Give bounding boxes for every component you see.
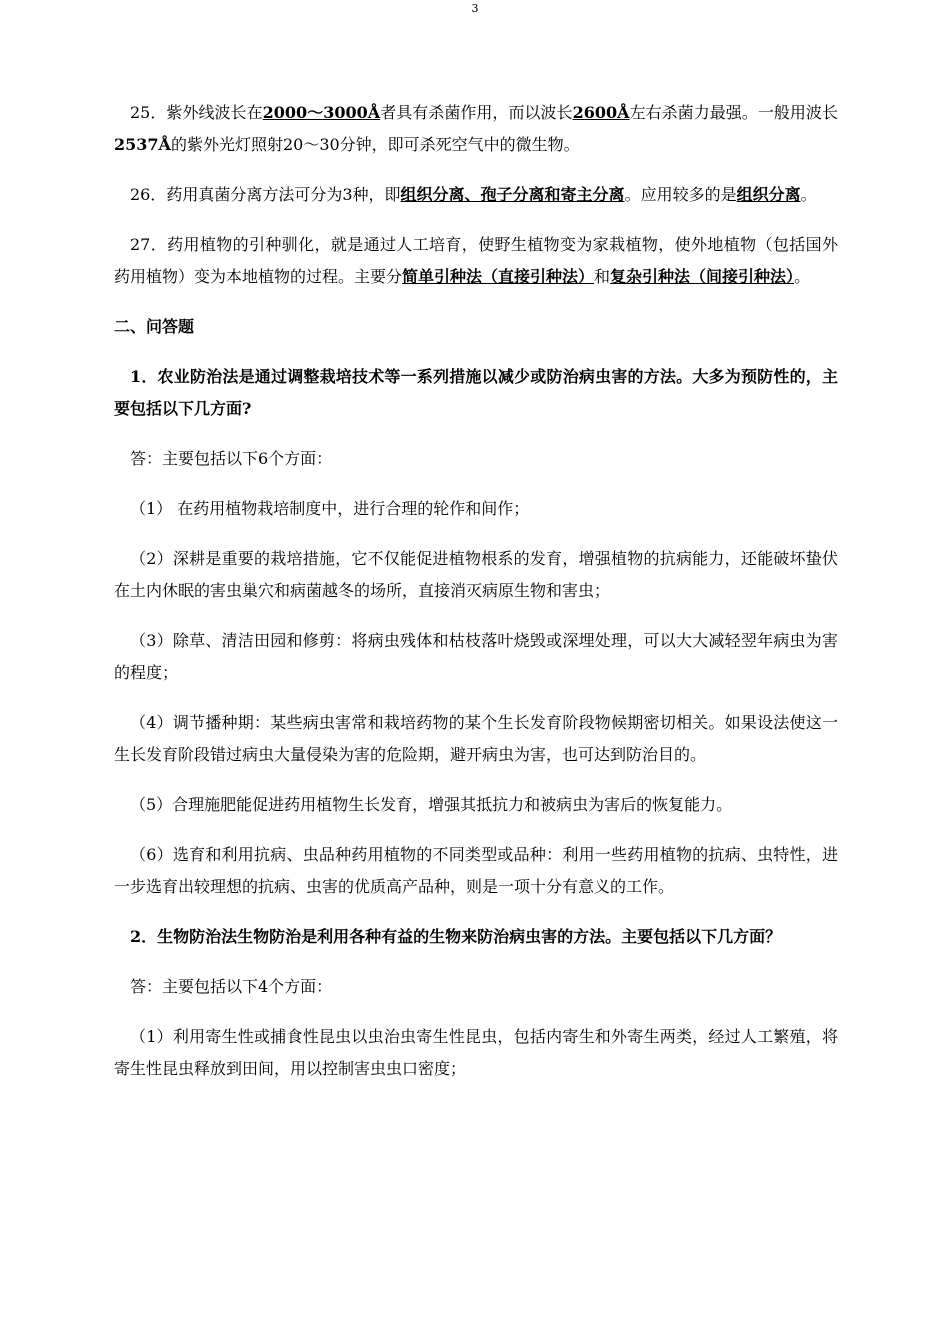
answer-underlined: 复杂引种法（间接引种法） [610,267,795,286]
answer-underlined: 2600Å [572,103,630,122]
answer-underlined: 简单引种法（直接引种法） [402,267,595,286]
answer-underlined: 组织分离 [736,185,801,204]
document-body [114,97,838,1103]
item-number: 27 [130,235,151,254]
text: 。 [794,267,811,286]
bold-value: 2537Å [114,135,171,154]
text: 左右杀菌力最强。一般用波长 [629,103,838,122]
answer-item: （2）深耕是重要的栽培措施，它不仅能促进植物根系的发育，增强植物的抗病能力，还能破坏蛰伏在土内休眠的害虫巢穴和病菌越冬的场所，直接消灭病原生物和害虫； [114,549,838,600]
question-2: 2．生物防治法生物防治是利用各种有益的生物来防治病虫害的方法。主要包括以下几方面？ [130,927,782,946]
section-title: 二、问答题 [114,317,195,336]
answer-item: （4）调节播种期：某些病虫害常和栽培药物的某个生长发育阶段物候期密切相关。如果设法使这一生长发育阶段错过病虫大量侵染为害的危险期，避开病虫为害，也可达到防治目的。 [114,713,838,764]
answer-intro-2: 答：主要包括以下4个方面： [130,977,333,996]
text: 。应用较多的是 [624,185,737,204]
fill-blank-25 [114,97,838,161]
text: ．紫外线波长在 [150,103,263,122]
answer-underlined: 组织分离、孢子分离和寄主分离 [400,185,625,204]
fill-blank-27 [114,229,838,293]
text: ．药用真菌分离方法可分为3种，即 [150,185,401,204]
answer-intro-1: 答：主要包括以下6个方面： [130,449,333,468]
answer-item: （1） 在药用植物栽培制度中，进行合理的轮作和间作； [130,499,530,518]
answer-item: （3）除草、清洁田园和修剪：将病虫残体和枯枝落叶烧毁或深埋处理，可以大大减轻翌年病虫为害的程度； [114,631,838,682]
text: 者具有杀菌作用，而以波长 [380,103,573,122]
text: 的紫外光灯照射20～30分钟，即可杀死空气中的微生物。 [170,135,580,154]
text: 。 [800,185,817,204]
answer-item: （1）利用寄生性或捕食性昆虫以虫治虫寄生性昆虫，包括内寄生和外寄生两类，经过人工繁殖，将寄生性昆虫释放到田间，用以控制害虫虫口密度； [114,1027,838,1078]
answer-underlined: 2000～3000Å [262,103,381,122]
text: ．药用植物的引种驯化，就是通过人工培育，使野生植物变为家栽植物，使外地植物（包括国外药用植物）变为本地植物的过程。主要分 [114,235,838,286]
page-number: 3 [471,2,479,15]
answer-item: （5）合理施肥能促进药用植物生长发育，增强其抵抗力和被病虫为害后的恢复能力。 [130,795,733,814]
item-number: 25 [130,103,151,122]
fill-blank-26 [114,179,838,211]
question-1: 1．农业防治法是通过调整栽培技术等一系列措施以减少或防治病虫害的方法。大多为预防性的，主要包括以下几方面? [114,367,838,418]
text: 和 [594,267,611,286]
item-number: 26 [130,185,151,204]
answer-item: （6）选育和利用抗病、虫品种药用植物的不同类型或品种：利用一些药用植物的抗病、虫特性，进一步选育出较理想的抗病、虫害的优质高产品种，则是一项十分有意义的工作。 [114,845,838,896]
